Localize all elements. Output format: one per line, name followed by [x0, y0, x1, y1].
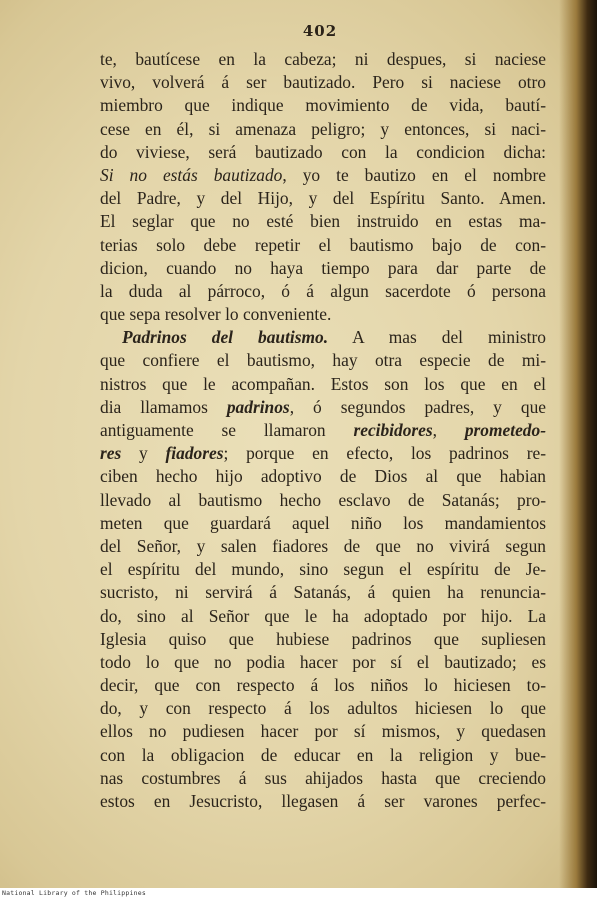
text-line — [100, 558, 546, 581]
text-line — [100, 419, 546, 442]
text-segment: te, bautícese en la cabeza; ni despues, si naciese — [100, 49, 546, 69]
text-line — [100, 442, 546, 465]
text-line — [100, 210, 546, 233]
text-line — [100, 697, 546, 720]
text-line — [100, 767, 546, 790]
text-line — [100, 744, 546, 767]
text-segment: , yo te bautizo en el nombre — [282, 164, 546, 185]
book-spine-shadow — [559, 0, 597, 888]
text-line — [100, 396, 546, 419]
text-line — [100, 48, 546, 71]
text-line — [100, 257, 546, 280]
text-segment: del Señor, y salen fiadores de que no vivirá segun — [100, 535, 546, 556]
text-line — [100, 373, 546, 396]
text-line — [100, 280, 546, 303]
text-line — [100, 674, 546, 697]
text-line — [100, 628, 546, 651]
text-segment: todo lo que no podia hacer por sí el bautizado; es — [100, 651, 546, 672]
text-segment: do, y con respecto á los adultos hiciesen lo que — [100, 698, 546, 719]
text-segment: nistros que le acompañan. Estos son los que en el — [100, 373, 546, 394]
text-line — [100, 489, 546, 512]
text-line — [100, 465, 546, 488]
text-line — [100, 94, 546, 117]
text-line — [100, 303, 546, 326]
footer-bar — [0, 888, 597, 900]
text-line — [100, 720, 546, 743]
text-segment: Iglesia quiso que hubiese padrinos que supliesen — [100, 628, 546, 649]
text-segment: decir, que con respecto á los niños lo hiciesen to- — [100, 675, 546, 696]
text-line — [100, 118, 546, 141]
text-segment: ciben hecho hijo adoptivo de Dios al que habian — [100, 466, 546, 487]
text-line — [100, 71, 546, 94]
text-line — [100, 651, 546, 674]
text-segment: el espíritu del mundo, sino segun el espíritu de Je- — [100, 559, 546, 580]
emphasized-text: fiadores — [165, 443, 224, 464]
text-line — [100, 326, 546, 349]
text-segment: del Padre, y del Hijo, y del Espíritu Santo. Amen. — [100, 188, 546, 209]
text-segment: vivo, volverá á ser bautizado. Pero si naciese otro — [100, 72, 546, 93]
text-segment: do viviese, será bautizado con la condicion dicha: — [100, 141, 546, 162]
emphasized-text: prometedo- — [464, 420, 546, 440]
text-segment: que confiere el bautismo, hay otra especie de mi- — [100, 350, 546, 371]
emphasized-text: Si no estás bautizado — [100, 164, 283, 185]
text-segment: nas costumbres á sus ahijados hasta que creciendo — [100, 767, 546, 788]
emphasized-text: recibidores — [353, 420, 433, 440]
text-segment: El seglar que no esté bien instruido en estas ma- — [100, 211, 546, 232]
text-segment: que sepa resolver lo conveniente. — [100, 304, 332, 325]
text-segment: sucristo, ni servirá á Satanás, á quien ha renuncia- — [100, 582, 546, 603]
text-line — [100, 234, 546, 257]
text-line — [100, 535, 546, 558]
text-segment: , — [432, 420, 465, 440]
text-segment: antiguamente se llamaron — [100, 420, 354, 440]
text-segment: miembro que indique movimiento de vida, bautí- — [100, 95, 546, 116]
emphasized-text: res — [100, 443, 122, 464]
text-segment: con la obligacion de educar en la religion y bue- — [100, 744, 546, 765]
page-number: 402 — [302, 22, 338, 40]
text-segment: y — [121, 443, 166, 464]
text-line — [100, 349, 546, 372]
text-segment: llevado al bautismo hecho esclavo de Satanás; pro- — [100, 489, 546, 510]
text-segment: cese en él, si amenaza peligro; y entonces, si naci- — [100, 118, 546, 139]
text-segment: ; porque en efecto, los padrinos re- — [223, 443, 546, 464]
body-text — [100, 48, 546, 813]
text-segment: do, sino al Señor que le ha adoptado por hijo. La — [100, 605, 546, 626]
text-segment: dia llamamos — [100, 396, 227, 417]
text-line — [100, 581, 546, 604]
emphasized-text: Padrinos del bautismo. — [122, 327, 329, 348]
text-segment: la duda al párroco, ó á algun sacerdote ó persona — [100, 280, 546, 301]
text-line — [100, 512, 546, 535]
text-line — [100, 605, 546, 628]
text-segment: , ó segundos padres, y que — [289, 396, 546, 417]
text-segment: terias solo debe repetir el bautismo bajo de con- — [100, 234, 546, 255]
text-line — [100, 164, 546, 187]
text-segment: meten que guardará aquel niño los mandamientos — [100, 512, 546, 533]
text-segment: ellos no pudiesen hacer por sí mismos, y quedasen — [100, 721, 546, 742]
text-line — [100, 790, 546, 813]
footer-credit: National Library of the Philippines — [2, 889, 146, 897]
text-segment: A mas del ministro — [328, 327, 546, 348]
text-line — [100, 141, 546, 164]
text-segment: dicion, cuando no haya tiempo para dar parte de — [100, 257, 546, 278]
text-segment: estos en Jesucristo, llegasen á ser varones perfec- — [100, 791, 546, 811]
text-line — [100, 187, 546, 210]
emphasized-text: padrinos — [226, 396, 290, 417]
